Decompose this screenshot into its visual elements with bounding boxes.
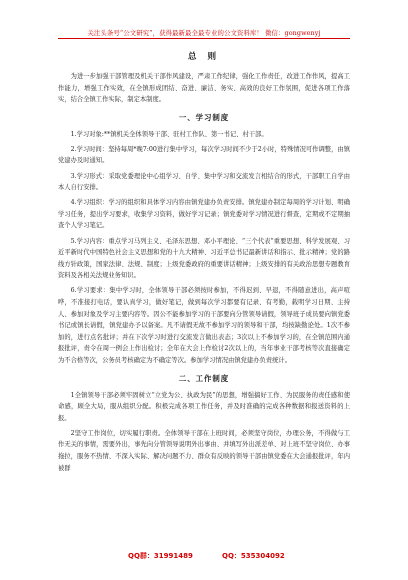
footer-qq-group: QQ群：31991489 xyxy=(128,552,193,560)
paragraph: 2坚守工作岗位，切实履行职责。全体领导干部在上班时间，必须坚守岗位，办理公务，不得做与工作无关的事情，需要外出，事先向分管领导说明外出事由、并填写外出派差单、对上班不坚守岗位、办事拖拉，服务不热情、不深入实际、解决问题不力、群众有反映的领导干部由镇党委在大会通报批评，年内被群 xyxy=(58,429,350,472)
paragraph: 3.学习形式：采取党委理论中心组学习、自学、集中学习和交流发言相结合的形式，干部职工自学由本人自行安排。 xyxy=(58,172,350,192)
document-title: 总 则 xyxy=(187,52,221,62)
document-body xyxy=(58,50,350,478)
section-heading-study: 一、学习制度 xyxy=(178,112,230,122)
paragraph: 1.学习对象:**镇机关全体领导干部、驻村工作队、第一书记、村干部。 xyxy=(70,130,268,138)
section-heading-work: 二、工作制度 xyxy=(178,373,230,383)
paragraph: 4.学习组织：学习的组织和具体学习内容由镇党建办负责安排。镇党建办制定每周的学习计划、明确学习任务，提出学习要求，收集学习资料，做好学习记录；镇党委对学习情况进行督查，定期或不定期抽查个人学习笔记。 xyxy=(58,199,350,230)
header-divider xyxy=(58,38,350,39)
paragraph: 5.学习内容：重点学习马列主义、毛泽东思想、邓小平理论、“三个代表”重要思想、科学发展观、习近平新时代中国特色社会主义思想和党的十九大精神、习近平总书记最新讲话和指示、批示精神；党的路线方针政策，国家法律、法规、制度；上级党委政府的重要讲话精神；上级安排的有关政治思想专题教育资料及各相关法规业务知识。 xyxy=(58,237,350,280)
intro-paragraph: 为进一步加强干部管理及机关干部作风建设，严肃工作纪律，强化工作责任，改进工作作风，提高工作能力，增强工作实效，在全镇形成团结、奋进、廉洁、务实、高效的良好工作氛围，促进各项工作落实，结合全镇工作实际，制定本制度。 xyxy=(58,73,350,104)
paragraph: 2.学习时间：坚持每周*晚7:00进行集中学习，每次学习时间不少于2小时，特殊情况可作调整，由镇党建办及时通知。 xyxy=(58,145,350,165)
header-banner: 关注头条号“公文研究”，获得最新最全最专业的公文资料库！ 微信：gongwenyj xyxy=(87,29,321,37)
paragraph: 6.学习要求：集中学习时，全体领导干部必须按时参加，不得迟到、早退，不得随意进出，高声喧哗，不准接打电话，要认真学习，做好笔记，做到每次学习都要有记录、有考勤，载明学习日期、主持人、参加对象及学习主要内容等。因公不能参加学习的干部要向分管领导请假，领导班子成员要向镇党委书记或镇长请假，镇党建办予以备案。凡不请假无故不参加学习的领导和干部，均按缺勤论处。1次不参加的，进行点名批评；并在下次学习时进行交流发言做出表态；3次以上不参加学习的，在全镇范围内通报批评，责令在周一例会上作出检讨；全年在大会上作检讨2次以上的，当年事业干部考核等次直接确定为不合格等次，公务员考核确定为不确定等次。参加学习情况由镇党建办负责统计。 xyxy=(58,287,350,364)
paragraph: 1全镇领导干部必须牢固树立“立党为公、执政为民”的思想，增强搞好工作、为民服务的责任感和使命感，顾全大局，服从组织分配。积极完成各项工作任务，并及时准确的完成各种数据和报送资料的上报。 xyxy=(58,391,350,422)
footer-qq: QQ：535304092 xyxy=(222,552,285,560)
